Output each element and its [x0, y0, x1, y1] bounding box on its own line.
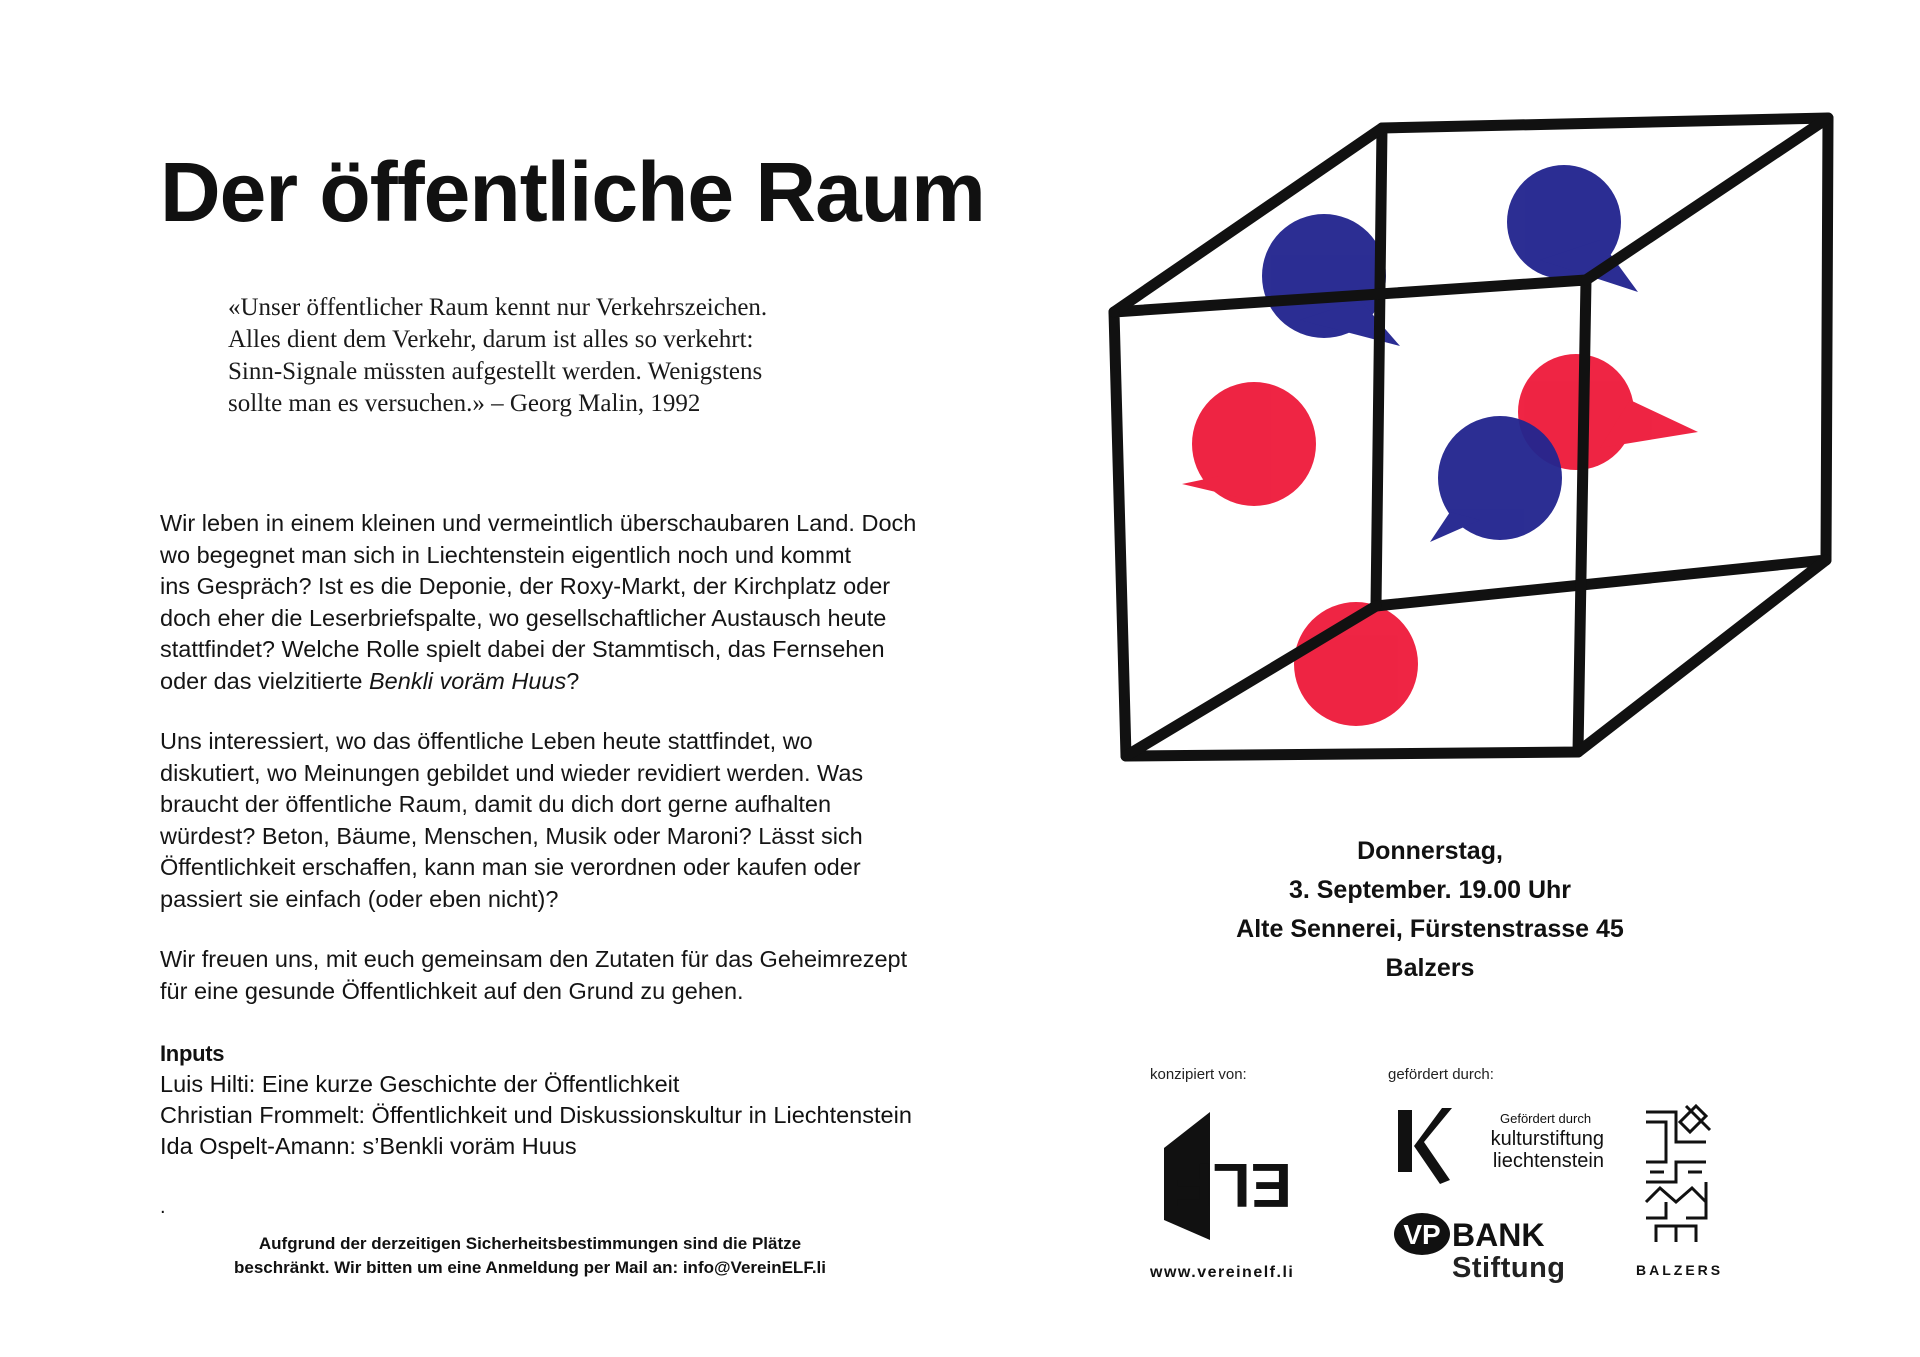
blue-speech-bubble	[1507, 165, 1638, 292]
text-line: Öffentlichkeit erschaffen, kann man sie verordnen oder kaufen oder	[160, 854, 861, 880]
input-item: Ida Ospelt-Amann: s’Benkli voräm Huus	[160, 1133, 577, 1159]
quote-line: Alles dient dem Verkehr, darum ist alles so verkehrt:	[228, 326, 754, 353]
text-line: diskutiert, wo Meinungen gebildet und wieder revidiert werden. Was	[160, 759, 864, 786]
text-line: würdest? Beton, Bäume, Menschen, Musik oder Maroni? Lässt sich	[160, 822, 863, 849]
kulturstiftung-logo	[1392, 1108, 1462, 1188]
text-line: braucht der öffentliche Raum, damit du dich dort gerne aufhalten	[160, 791, 832, 817]
event-town: Balzers	[1385, 954, 1475, 982]
closing-paragraph	[160, 944, 1020, 1007]
quote-block	[228, 292, 888, 420]
stray-dot: .	[160, 1196, 166, 1218]
input-item: Luis Hilti: Eine kurze Geschichte der Öffentlichkeit	[160, 1071, 680, 1097]
event-details	[1180, 832, 1680, 988]
text-line: Uns interessiert, wo das öffentliche Leben heute stattfindet, wo	[160, 728, 813, 754]
inputs-section	[160, 1038, 1060, 1162]
kultur-name	[1460, 1128, 1604, 1172]
elf-url-link[interactable]: www.vereinelf.li	[1150, 1264, 1295, 1281]
event-venue: Alte Sennerei, Fürstenstrasse 45	[1236, 915, 1624, 943]
italic-phrase: Benkli voräm Huus	[369, 667, 567, 694]
support-label: gefördert durch:	[1388, 1066, 1494, 1083]
quote-line: «Unser öffentlicher Raum kennt nur Verkehrszeichen.	[228, 294, 768, 321]
cube-illustration	[1100, 100, 1860, 780]
vp-logo-text: VP	[1403, 1219, 1441, 1250]
text-line: Wir freuen uns, mit euch gemeinsam den Zutaten für das Geheimrezept	[160, 946, 908, 972]
event-day: Donnerstag,	[1357, 837, 1503, 865]
balzers-logo	[1636, 1102, 1716, 1252]
elf-logo-text: ELF	[1174, 1150, 1292, 1219]
text-line: passiert sie einfach (oder eben nicht)?	[160, 885, 559, 912]
text-span: oder das vielzitierte	[160, 667, 369, 694]
inputs-heading: Inputs	[160, 1041, 225, 1066]
text-line: ins Gespräch? Ist es die Deponie, der Roxy-Markt, der Kirchplatz oder	[160, 573, 891, 599]
vp-stiftung-text: Stiftung	[1452, 1252, 1566, 1284]
notice-line: Aufgrund der derzeitigen Sicherheitsbestimmungen sind die Plätze	[258, 1234, 802, 1253]
red-speech-bubble	[1182, 382, 1316, 506]
text-line: stattfindet? Welche Rolle spielt dabei der Stammtisch, das Fernsehen	[160, 636, 885, 662]
registration-notice	[200, 1232, 860, 1280]
text-line	[160, 666, 1020, 698]
quote-line: sollte man es versuchen.» – Georg Malin, 1992	[228, 390, 701, 417]
blue-speech-bubble	[1430, 416, 1562, 542]
notice-line: beschränkt. Wir bitten um eine Anmeldung per Mail an: info@VereinELF.li	[234, 1258, 826, 1277]
concept-label: konzipiert von:	[1150, 1066, 1247, 1083]
quote-line: Sinn-Signale müssten aufgestellt werden. Wenigstens	[228, 358, 763, 385]
elf-logo	[1150, 1108, 1310, 1248]
question-paragraph	[160, 726, 1020, 915]
page-title: Der öffentliche Raum	[160, 145, 985, 239]
kultur-small-text: Gefördert durch	[1500, 1111, 1592, 1126]
text-line: Wir leben in einem kleinen und vermeintlich überschaubaren Land. Doch	[160, 510, 917, 536]
input-item: Christian Frommelt: Öffentlichkeit und Diskussionskultur in Liechtenstein	[160, 1102, 912, 1128]
event-datetime: 3. September. 19.00 Uhr	[1288, 876, 1572, 904]
text-line: für eine gesunde Öffentlichkeit auf den Grund zu gehen.	[160, 977, 744, 1004]
text-span: ?	[566, 667, 580, 694]
text-line: wo begegnet man sich in Liechtenstein eigentlich noch und kommt	[160, 541, 852, 568]
balzers-name: BALZERS	[1636, 1262, 1724, 1278]
kultur-name-line: kulturstiftung	[1490, 1128, 1604, 1150]
vp-bank-text: BANK	[1452, 1217, 1545, 1253]
text-line: doch eher die Leserbriefspalte, wo gesellschaftlicher Austausch heute	[160, 604, 887, 631]
intro-paragraph	[160, 508, 1020, 697]
kultur-name-line: liechtenstein	[1492, 1150, 1604, 1172]
vp-bank-logo	[1392, 1212, 1582, 1256]
